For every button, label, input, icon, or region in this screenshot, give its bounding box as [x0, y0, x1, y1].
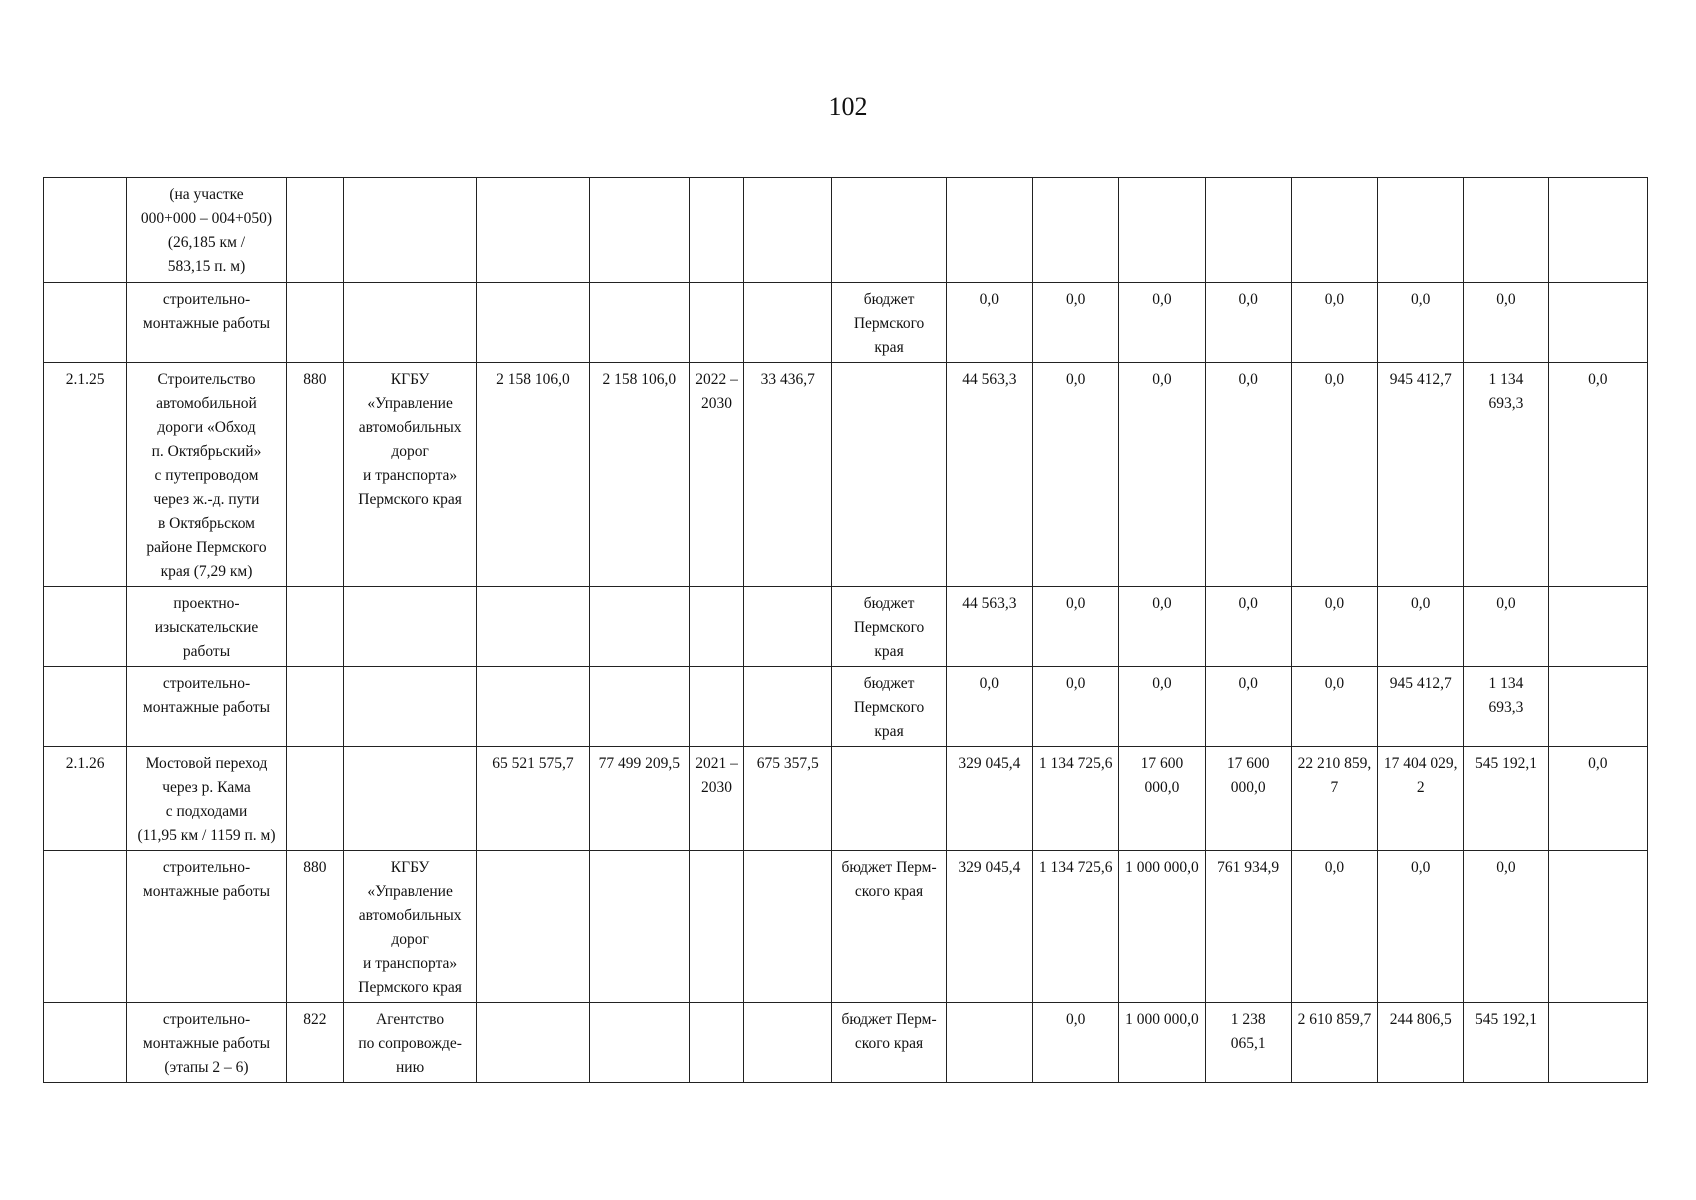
- cell-funding-source: [832, 747, 946, 851]
- cell-estimated-cost: [589, 851, 689, 1003]
- cell-remaining: [1548, 851, 1647, 1003]
- cell-year-2: [1033, 363, 1119, 587]
- cell-estimated-cost: [589, 587, 689, 667]
- cell-estimated-cost: [589, 747, 689, 851]
- cell-year-4: [1205, 1003, 1291, 1083]
- cell-funding-source: [832, 587, 946, 667]
- cell-total-cost: [477, 178, 589, 283]
- cell-text: 0,0: [1152, 291, 1172, 308]
- cell-year-7: [1464, 363, 1548, 587]
- cell-text: строительно- монтажные работы: [142, 675, 271, 716]
- cell-text: 44 563,3: [962, 371, 1017, 388]
- cell-text: бюджет Пермского края: [853, 291, 925, 356]
- cell-year-5: [1291, 1003, 1377, 1083]
- cell-code: [286, 667, 343, 747]
- cell-text: 0,0: [1152, 371, 1172, 388]
- cell-year-3: [1119, 587, 1205, 667]
- cell-text: 0,0: [1324, 675, 1345, 692]
- cell-total-cost: [477, 851, 589, 1003]
- cell-estimated-cost: [589, 363, 689, 587]
- cell-year-7: [1464, 851, 1548, 1003]
- cell-text: Агентство по сопровожде- нию: [358, 1011, 462, 1076]
- cell-funding-source: [832, 667, 946, 747]
- cell-year-6: [1378, 851, 1464, 1003]
- cell-year-3: [1119, 851, 1205, 1003]
- cell-text: 880: [303, 859, 327, 876]
- cell-item-number: [44, 587, 127, 667]
- cell-prior-spent: [744, 667, 832, 747]
- cell-prior-spent: [744, 747, 832, 851]
- cell-funding-source: [832, 283, 946, 363]
- cell-text: бюджет Перм- ского края: [841, 1011, 937, 1052]
- cell-text: бюджет Пермского края: [853, 595, 925, 660]
- cell-year-7: [1464, 747, 1548, 851]
- cell-item-number: [44, 283, 127, 363]
- cell-text: 0,0: [1065, 291, 1086, 308]
- cell-year-5: [1291, 363, 1377, 587]
- cell-text: проектно- изыскательские работы: [154, 595, 259, 660]
- cell-funding-source: [832, 178, 946, 283]
- cell-year-5: [1291, 667, 1377, 747]
- cell-text: 2.1.26: [65, 755, 105, 772]
- cell-text: 0,0: [1152, 595, 1172, 612]
- cell-item-name: [127, 587, 286, 667]
- cell-text: 0,0: [1324, 291, 1345, 308]
- table-row: [44, 667, 1648, 747]
- cell-text: 2 158 106,0: [602, 371, 677, 388]
- cell-text: 545 192,1: [1474, 1011, 1537, 1028]
- cell-item-number: [44, 851, 127, 1003]
- cell-total-cost: [477, 363, 589, 587]
- cell-code: [286, 363, 343, 587]
- cell-text: 0,0: [1238, 595, 1258, 612]
- cell-text: 1 000 000,0: [1125, 1011, 1199, 1028]
- cell-text: бюджет Пермского края: [853, 675, 925, 740]
- cell-remaining: [1548, 667, 1647, 747]
- cell-period: [689, 667, 743, 747]
- cell-estimated-cost: [589, 178, 689, 283]
- cell-text: строительно- монтажные работы (этапы 2 – 6): [142, 1011, 271, 1076]
- budget-table: [43, 177, 1648, 1083]
- cell-item-name: [127, 178, 286, 283]
- cell-item-name: [127, 851, 286, 1003]
- cell-code: [286, 587, 343, 667]
- cell-text: 0,0: [1238, 675, 1258, 692]
- cell-text: (на участке 000+000 – 004+050) (26,185 км / 583,15 п. м): [140, 186, 273, 275]
- cell-item-number: [44, 667, 127, 747]
- cell-year-2: [1033, 747, 1119, 851]
- cell-text: 0,0: [1496, 859, 1516, 876]
- cell-text: 0,0: [1238, 371, 1258, 388]
- cell-period: [689, 283, 743, 363]
- cell-item-number: [44, 1003, 127, 1083]
- cell-year-5: [1291, 178, 1377, 283]
- cell-code: [286, 851, 343, 1003]
- cell-total-cost: [477, 283, 589, 363]
- cell-item-number: [44, 178, 127, 283]
- cell-prior-spent: [744, 851, 832, 1003]
- cell-executor: [343, 851, 476, 1003]
- cell-year-4: [1205, 851, 1291, 1003]
- cell-text: 2021 – 2030: [695, 755, 738, 796]
- cell-text: 244 806,5: [1389, 1011, 1452, 1028]
- cell-text: строительно- монтажные работы: [142, 859, 271, 900]
- cell-year-4: [1205, 747, 1291, 851]
- cell-executor: [343, 747, 476, 851]
- cell-year-3: [1119, 178, 1205, 283]
- cell-text: 77 499 209,5: [598, 755, 680, 772]
- cell-text: 329 045,4: [958, 755, 1021, 772]
- cell-remaining: [1548, 747, 1647, 851]
- cell-item-number: [44, 363, 127, 587]
- cell-text: 1 134 693,3: [1488, 675, 1524, 716]
- cell-year-6: [1378, 747, 1464, 851]
- cell-text: 329 045,4: [958, 859, 1021, 876]
- cell-year-7: [1464, 587, 1548, 667]
- cell-year-5: [1291, 587, 1377, 667]
- table-row: [44, 587, 1648, 667]
- cell-text: 1 134 693,3: [1488, 371, 1524, 412]
- cell-year-1: [946, 363, 1032, 587]
- cell-text: 65 521 575,7: [492, 755, 574, 772]
- cell-text: строительно- монтажные работы: [142, 291, 271, 332]
- cell-year-4: [1205, 587, 1291, 667]
- cell-text: 822: [303, 1011, 327, 1028]
- cell-text: 0,0: [1324, 859, 1345, 876]
- cell-estimated-cost: [589, 283, 689, 363]
- cell-total-cost: [477, 667, 589, 747]
- cell-item-name: [127, 1003, 286, 1083]
- cell-text: бюджет Перм- ского края: [841, 859, 937, 900]
- cell-year-1: [946, 851, 1032, 1003]
- cell-year-1: [946, 747, 1032, 851]
- cell-executor: [343, 587, 476, 667]
- cell-year-6: [1378, 363, 1464, 587]
- cell-remaining: [1548, 587, 1647, 667]
- cell-year-4: [1205, 363, 1291, 587]
- cell-text: 0,0: [1496, 595, 1516, 612]
- cell-total-cost: [477, 587, 589, 667]
- cell-text: 1 238 065,1: [1230, 1011, 1266, 1052]
- cell-executor: [343, 667, 476, 747]
- cell-text: 0,0: [1065, 595, 1086, 612]
- cell-text: 945 412,7: [1389, 371, 1452, 388]
- cell-prior-spent: [744, 363, 832, 587]
- table-row: [44, 851, 1648, 1003]
- cell-year-3: [1119, 363, 1205, 587]
- cell-estimated-cost: [589, 667, 689, 747]
- cell-text: 2.1.25: [65, 371, 105, 388]
- cell-prior-spent: [744, 587, 832, 667]
- cell-year-7: [1464, 1003, 1548, 1083]
- cell-text: 2 610 859,7: [1297, 1011, 1372, 1028]
- cell-year-2: [1033, 283, 1119, 363]
- table-row: [44, 747, 1648, 851]
- cell-executor: [343, 1003, 476, 1083]
- cell-item-name: [127, 363, 286, 587]
- cell-text: 0,0: [1238, 291, 1258, 308]
- cell-text: 880: [303, 371, 327, 388]
- cell-text: 2 158 106,0: [496, 371, 570, 388]
- cell-item-name: [127, 747, 286, 851]
- cell-text: 0,0: [1152, 675, 1172, 692]
- cell-text: КГБУ «Управление автомобильных дорог и транспорта» Пермского края: [358, 371, 462, 508]
- table-row: [44, 363, 1648, 587]
- cell-period: [689, 851, 743, 1003]
- cell-item-number: [44, 747, 127, 851]
- cell-text: 0,0: [1588, 371, 1608, 388]
- cell-code: [286, 178, 343, 283]
- cell-text: 0,0: [1324, 595, 1345, 612]
- cell-year-1: [946, 667, 1032, 747]
- cell-text: Строительство автомобильной дороги «Обход п. Октябрьский» с путепроводом через ж.-д. пути в Октябрьском районе Пермского края (7,29 км): [146, 371, 267, 580]
- cell-text: 0,0: [1065, 675, 1086, 692]
- cell-year-4: [1205, 178, 1291, 283]
- cell-year-3: [1119, 1003, 1205, 1083]
- cell-text: 17 600 000,0: [1226, 755, 1270, 796]
- cell-prior-spent: [744, 1003, 832, 1083]
- cell-text: 0,0: [1496, 291, 1516, 308]
- cell-period: [689, 363, 743, 587]
- cell-year-1: [946, 587, 1032, 667]
- cell-text: 17 404 029, 2: [1383, 755, 1458, 796]
- cell-text: 945 412,7: [1389, 675, 1452, 692]
- cell-year-2: [1033, 178, 1119, 283]
- cell-text: 22 210 859, 7: [1297, 755, 1372, 796]
- cell-year-6: [1378, 587, 1464, 667]
- cell-text: 0,0: [979, 291, 1000, 308]
- cell-funding-source: [832, 1003, 946, 1083]
- cell-year-4: [1205, 667, 1291, 747]
- cell-executor: [343, 178, 476, 283]
- cell-year-7: [1464, 667, 1548, 747]
- cell-text: 0,0: [1065, 371, 1086, 388]
- cell-text: 17 600 000,0: [1140, 755, 1184, 796]
- cell-year-2: [1033, 1003, 1119, 1083]
- cell-text: 1 134 725,6: [1038, 859, 1113, 876]
- cell-remaining: [1548, 1003, 1647, 1083]
- cell-text: 0,0: [1411, 291, 1431, 308]
- cell-text: 0,0: [1324, 371, 1345, 388]
- cell-year-2: [1033, 587, 1119, 667]
- cell-year-4: [1205, 283, 1291, 363]
- cell-funding-source: [832, 363, 946, 587]
- table-row: [44, 283, 1648, 363]
- cell-text: 761 934,9: [1217, 859, 1280, 876]
- cell-year-2: [1033, 851, 1119, 1003]
- cell-year-1: [946, 178, 1032, 283]
- cell-text: 1 000 000,0: [1125, 859, 1199, 876]
- cell-item-name: [127, 283, 286, 363]
- table-row: [44, 178, 1648, 283]
- cell-total-cost: [477, 1003, 589, 1083]
- cell-prior-spent: [744, 178, 832, 283]
- cell-year-1: [946, 1003, 1032, 1083]
- cell-text: 44 563,3: [962, 595, 1017, 612]
- cell-year-6: [1378, 667, 1464, 747]
- cell-executor: [343, 283, 476, 363]
- cell-item-name: [127, 667, 286, 747]
- cell-year-5: [1291, 851, 1377, 1003]
- cell-year-7: [1464, 283, 1548, 363]
- cell-year-7: [1464, 178, 1548, 283]
- cell-funding-source: [832, 851, 946, 1003]
- cell-executor: [343, 363, 476, 587]
- cell-year-3: [1119, 283, 1205, 363]
- cell-remaining: [1548, 283, 1647, 363]
- cell-text: 0,0: [979, 675, 1000, 692]
- cell-prior-spent: [744, 283, 832, 363]
- cell-year-1: [946, 283, 1032, 363]
- cell-year-2: [1033, 667, 1119, 747]
- cell-period: [689, 747, 743, 851]
- cell-year-3: [1119, 667, 1205, 747]
- cell-code: [286, 747, 343, 851]
- cell-year-3: [1119, 747, 1205, 851]
- cell-period: [689, 178, 743, 283]
- cell-code: [286, 1003, 343, 1083]
- cell-text: 0,0: [1411, 859, 1431, 876]
- cell-estimated-cost: [589, 1003, 689, 1083]
- cell-remaining: [1548, 178, 1647, 283]
- cell-year-6: [1378, 178, 1464, 283]
- table-row: [44, 1003, 1648, 1083]
- cell-code: [286, 283, 343, 363]
- cell-text: 545 192,1: [1474, 755, 1537, 772]
- cell-text: 2022 – 2030: [695, 371, 738, 412]
- cell-remaining: [1548, 363, 1647, 587]
- cell-text: 0,0: [1065, 1011, 1086, 1028]
- cell-year-6: [1378, 1003, 1464, 1083]
- cell-period: [689, 1003, 743, 1083]
- cell-year-5: [1291, 283, 1377, 363]
- cell-text: 33 436,7: [760, 371, 815, 388]
- cell-text: 0,0: [1588, 755, 1608, 772]
- cell-year-6: [1378, 283, 1464, 363]
- cell-text: 1 134 725,6: [1038, 755, 1113, 772]
- cell-text: Мостовой переход через р. Кама с подходами (11,95 км / 1159 п. м): [137, 755, 276, 844]
- cell-period: [689, 587, 743, 667]
- page-number: 102: [828, 92, 868, 121]
- cell-text: 675 357,5: [756, 755, 819, 772]
- cell-text: 0,0: [1411, 595, 1431, 612]
- cell-text: КГБУ «Управление автомобильных дорог и транспорта» Пермского края: [358, 859, 462, 996]
- cell-year-5: [1291, 747, 1377, 851]
- cell-total-cost: [477, 747, 589, 851]
